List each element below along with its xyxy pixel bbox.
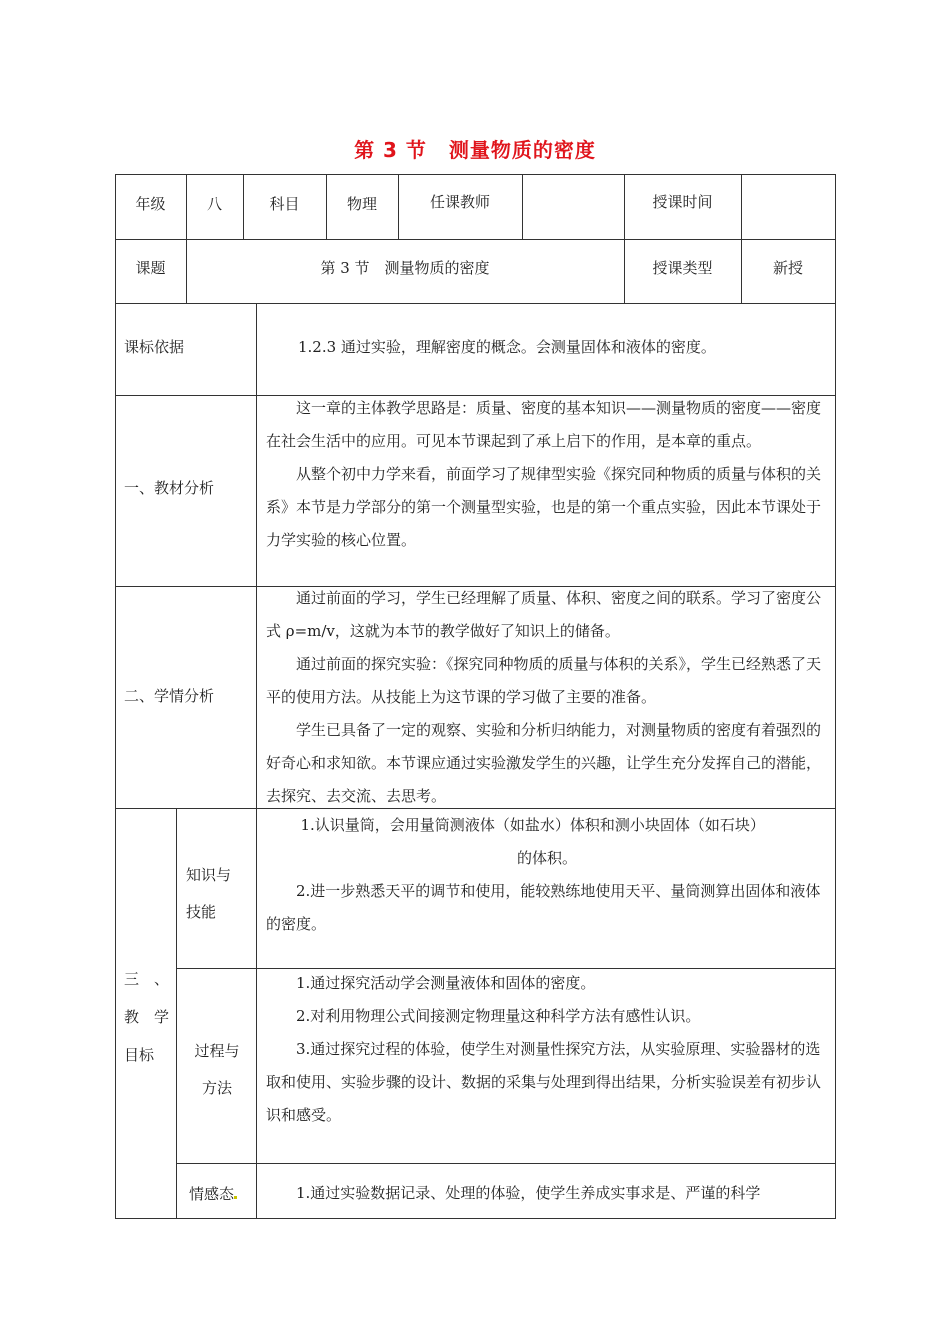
paragraph: 学生已具备了一定的观察、实验和分析归纳能力，对测量物质的密度有着强烈的好奇心和求知欲。本节课应通过实验激发学生的兴趣，让学生充分发挥自己的潜能，去探究、去交流、去思考。 (266, 721, 822, 805)
material-analysis-label: 一、教材分析 (124, 479, 215, 497)
knowledge-text (266, 809, 828, 941)
topic-value: 第 3 节 测量物质的密度 (320, 259, 490, 277)
lesson-type-label: 授课类型 (652, 259, 713, 277)
goal-item: 2.进一步熟悉天平的调节和使用，能较熟练地使用天平、量筒测算出固体和液体的密度。 (266, 882, 821, 933)
knowledge-label (186, 857, 254, 931)
goals-label (124, 960, 174, 1074)
process-label-line: 过程与 (194, 1042, 240, 1060)
grade-value: 八 (206, 195, 222, 213)
knowledge-label-line: 技能 (186, 903, 217, 921)
knowledge-label-line: 知识与 (186, 866, 232, 884)
title-text: 测量物质的密度 (448, 138, 596, 162)
mark-dot (234, 1196, 237, 1199)
goal-item: 1.认识量筒，会用量筒测液体（如盐水）体积和测小块固体（如石块） (300, 816, 765, 834)
page-title (0, 134, 950, 163)
goals-label-line: 三 、 (124, 970, 170, 988)
paragraph: 这一章的主体教学思路是：质量、密度的基本知识——测量物质的密度——密度在社会生活中的应用。可见本节课起到了承上启下的作用，是本章的重点。 (266, 399, 822, 450)
title-section-number: 第 3 节 (354, 138, 427, 162)
standard-label: 课标依据 (124, 338, 185, 356)
time-label: 授课时间 (652, 193, 713, 211)
goal-item: 3.通过探究过程的体验，使学生对测量性探究方法，从实验原理、实验器材的选取和使用、实验步骤的设计、数据的采集与处理到得出结果，分析实验误差有初步认识和感受。 (266, 1040, 822, 1124)
table-border-right (835, 174, 836, 1219)
subject-value: 物理 (346, 195, 377, 213)
goal-item: 的体积。 (516, 849, 577, 867)
student-analysis-label: 二、学情分析 (124, 687, 215, 705)
goals-label-line: 目标 (124, 1046, 155, 1064)
emotion-text (266, 1177, 828, 1210)
standard-text: 1.2.3 通过实验，理解密度的概念。会测量固体和液体的密度。 (298, 338, 716, 356)
grade-label: 年级 (135, 195, 166, 213)
goals-label-line: 教 学 (124, 1008, 170, 1026)
goal-item: 2.对利用物理公式间接测定物理量这种科学方法有感性认识。 (296, 1007, 701, 1025)
student-analysis-text (266, 582, 828, 813)
subject-label: 科目 (269, 195, 300, 213)
table-divider (741, 174, 742, 304)
table-divider (115, 303, 836, 304)
teacher-label: 任课教师 (429, 193, 490, 211)
goal-item: 1.通过实验数据记录、处理的体验，使学生养成实事求是、严谨的科学 (296, 1184, 761, 1202)
table-border-top (115, 174, 836, 175)
goal-item: 1.通过探究活动学会测量液体和固体的密度。 (296, 974, 596, 992)
emotion-label-text: 情感态 (189, 1185, 235, 1203)
process-label (186, 1033, 248, 1107)
table-divider (176, 808, 177, 1219)
table-divider (522, 174, 523, 239)
topic-label: 课题 (135, 259, 166, 277)
paragraph: 通过前面的学习，学生已经理解了质量、体积、密度之间的联系。学习了密度公式 ρ=m/v，这就为本节的教学做好了知识上的储备。 (266, 589, 822, 640)
table-divider (256, 303, 257, 1219)
table-border-left (115, 174, 116, 1219)
lesson-type-value: 新授 (772, 259, 803, 277)
paragraph: 从整个初中力学来看，前面学习了规律型实验《探究同种物质的质量与体积的关系》本节是力学部分的第一个测量型实验，也是的第一个重点实验，因此本节课处于力学实验的核心位置。 (266, 465, 822, 549)
table-divider (176, 1163, 836, 1164)
material-analysis-text (266, 392, 828, 557)
table-border-bottom (115, 1218, 836, 1219)
table-divider (115, 239, 836, 240)
emotion-label (189, 1184, 255, 1204)
process-text (266, 967, 828, 1132)
process-label-line: 方法 (201, 1079, 232, 1097)
paragraph: 通过前面的探究实验：《探究同种物质的质量与体积的关系》，学生已经熟悉了天平的使用方法。从技能上为这节课的学习做了主要的准备。 (266, 655, 822, 706)
